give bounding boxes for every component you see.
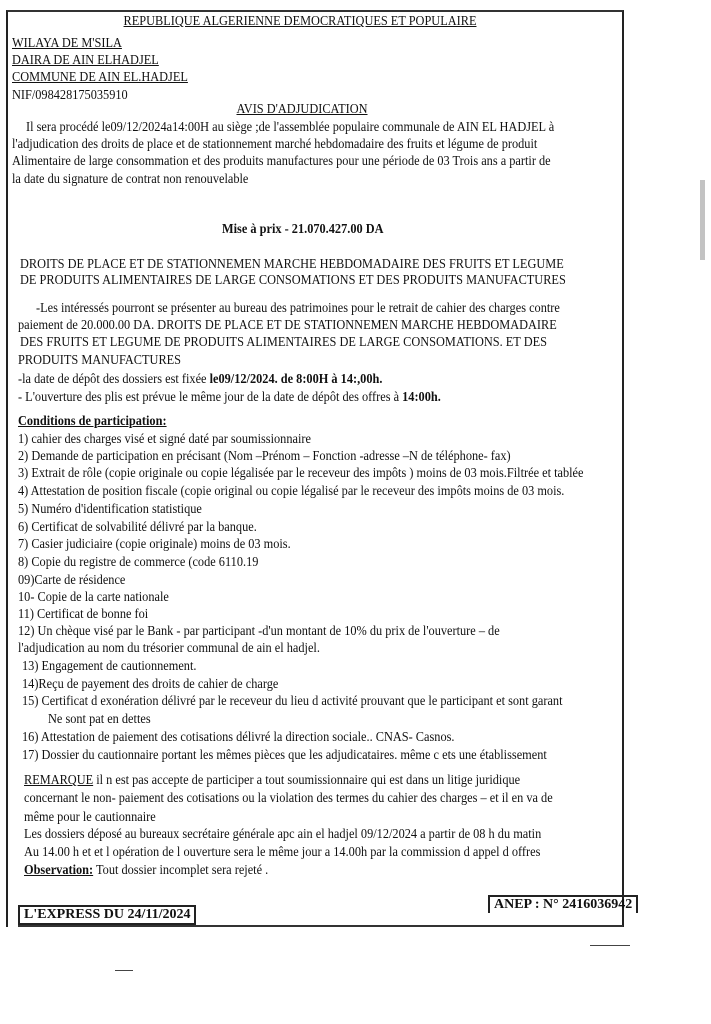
retrait-line: DES FRUITS ET LEGUME DE PRODUITS ALIMENTAIRES DE LARGE CONSOMATIONS. ET DES [20,335,547,350]
opening-label: - L'ouverture des plis est prévue le même jour de la date de dépôt des offres à [18,390,403,405]
commune: COMMUNE DE AIN EL.HADJEL [12,70,188,85]
observation-label: Observation: [24,863,94,878]
daira: DAIRA DE AIN ELHADJEL [12,53,159,68]
condition-item: 14)Reçu de payement des droits de cahier de charge [22,677,279,692]
condition-item: 8) Copie du registre de commerce (code 6110.19 [18,555,259,570]
reserve-price: Mise à prix - 21.070.427.00 DA [222,222,384,237]
republic-heading: REPUBLIQUE ALGERIENNE DEMOCRATIQUES ET POPULAIRE [123,14,477,29]
condition-item: 5) Numéro d'identification statistique [18,502,202,517]
observation [24,863,268,879]
condition-item: 13) Engagement de cautionnement. [22,659,197,674]
condition-item: 09)Carte de résidence [18,573,126,588]
retrait-line: -Les intéressés pourront se présenter au bureau des patrimoines pour le retrait de cahier des charges contre [36,301,560,316]
condition-item: Ne sont pat en dettes [48,712,151,727]
intro-line: l'adjudication des droits de place et de stationnement marché hebdomadaire des fruits et légume de produit [12,137,538,152]
object-line: DROITS DE PLACE ET DE STATIONNEMEN MARCHE HEBDOMADAIRE DES FRUITS ET LEGUME [20,257,564,272]
condition-item: 16) Attestation de paiement des cotisations délivré la direction sociale.. CNAS- Casnos. [22,730,455,745]
remarque-line: concernant le non- paiement des cotisations ou la violation des termes du cahier des charges – et il en va de [24,791,553,806]
intro-line: Alimentaire de large consommation et des produits manufactures pour une période de 03 Trois ans a partir de [12,154,551,169]
remarque-line: Les dossiers déposé au bureaux secrétaire générale apc ain el hadjel 09/12/2024 a partir de 08 h du matin [24,827,542,842]
opening-value: 14:00h. [402,390,441,405]
retrait-line: paiement de 20.000.00 DA. DROITS DE PLACE ET DE STATIONNEMEN MARCHE HEBDOMADAIRE [18,318,557,333]
condition-item: 11) Certificat de bonne foi [18,607,149,622]
anep-reference: ANEP : N° 2416036942 [488,895,638,913]
scan-edge [700,180,705,260]
intro-line: Il sera procédé le09/12/2024a14:00H au siège ;de l'assemblée populaire communale de AIN EL HADJEL à [26,120,555,135]
depot-value: le09/12/2024. de 8:00H à 14:,00h. [209,372,383,387]
notice-title: AVIS D'ADJUDICATION [236,102,368,117]
condition-item: 4) Attestation de position fiscale (copie original ou copie légalisé par le receveur des impôts moins de 03 mois. [18,484,565,499]
scan-mark [590,945,630,946]
remarque-label: REMARQUE [24,773,94,788]
condition-item: 2) Demande de participation en précisant (Nom –Prénom – Fonction -adresse –N de téléphone- fax) [18,449,511,464]
condition-item: 7) Casier judiciaire (copie originale) moins de 03 mois. [18,537,291,552]
object-line: DE PRODUITS ALIMENTAIRES DE LARGE CONSOMATIONS ET DES PRODUITS MANUFACTURES [20,273,566,288]
wilaya: WILAYA DE M'SILA [12,36,122,51]
observation-text: Tout dossier incomplet sera rejeté . [93,863,269,878]
intro-line: la date du signature de contrat non renouvelable [12,172,249,187]
condition-item: 15) Certificat d exonération délivré par le receveur du lieu d activité prouvant que le participant et sont garant [22,694,563,709]
nif: NIF/098428175035910 [12,88,128,103]
remarque-line [24,773,520,789]
condition-item: 10- Copie de la carte nationale [18,590,169,605]
remarque-text: il n est pas accepte de participer a tout soumissionnaire qui est dans un litige juridique [93,773,521,788]
bottom-border [18,925,623,927]
condition-item: 6) Certificat de solvabilité délivré par la banque. [18,520,257,535]
condition-item: 17) Dossier du cautionnaire portant les mêmes pièces que les adjudicataires. même c ets une établissement [22,748,547,763]
depot-date [18,372,382,388]
opening-date [18,390,441,406]
retrait-line: PRODUITS MANUFACTURES [18,353,182,368]
remarque-line: Au 14.00 h et et l opération de l ouverture sera le même jour a 14.00h par la commission d appel d offres [24,845,541,860]
scan-mark [115,970,133,971]
condition-item: 3) Extrait de rôle (copie originale ou copie légalisée par le receveur des impôts ) moins de 03 mois.Filtrée et tablée [18,466,584,481]
condition-item: 12) Un chèque visé par le Bank - par participant -d'un montant de 10% du prix de l'ouverture – de [18,624,500,639]
condition-item: 1) cahier des charges visé et signé daté par soumissionnaire [18,432,311,447]
publication-date: L'EXPRESS DU 24/11/2024 [18,905,196,925]
conditions-title: Conditions de participation: [18,414,167,429]
remarque-line: même pour le cautionnaire [24,810,156,825]
condition-item: l'adjudication au nom du trésorier communal de ain el hadjel. [18,641,320,656]
depot-label: -la date de dépôt des dossiers est fixée [18,372,210,387]
